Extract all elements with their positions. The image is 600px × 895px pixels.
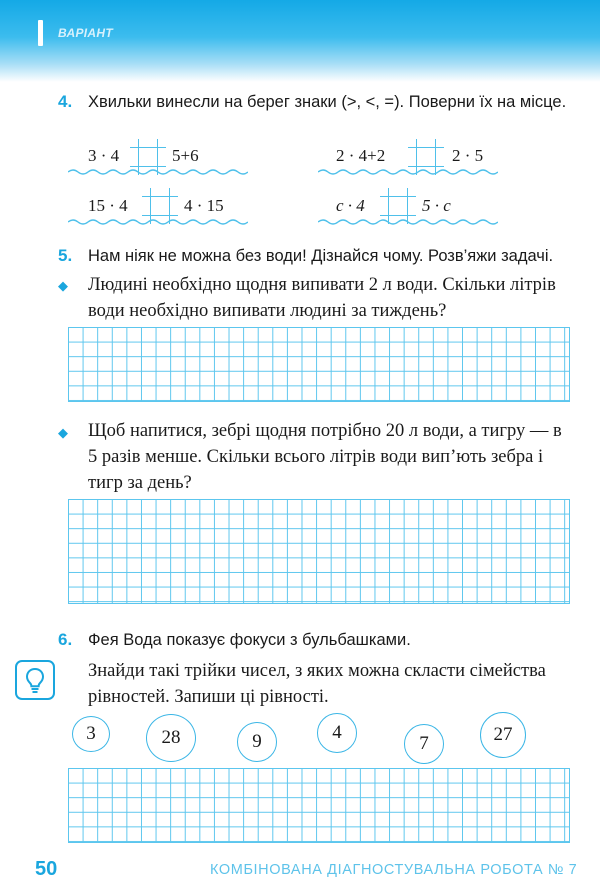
wave-icon [68,168,248,176]
page-header [0,0,600,82]
sign-box[interactable] [384,192,412,220]
expr-right: 5 · c [422,196,451,215]
expr-left: 3 · 4 [88,146,120,165]
sign-box[interactable] [412,143,440,171]
task6-instruction: Знайди такі трійки чисел, з яких можна скласти сімейства рівностей. Запиши ці рівності. [88,661,546,707]
answer-grid[interactable] [68,499,570,604]
problem2-text: Щоб напитися, зебрі щодня потрібно 20 л води, а тигру — в 5 разів менше. Скільки всього літрів води вип’ють зебра і тигр за день? [88,421,562,493]
diamond-bullet-icon: ◆ [58,425,68,440]
variant-label: ВАРІАНТ [58,26,113,40]
problem1-text: Людині необхідно щодня випивати 2 л води. Скільки літрів води необхідно випивати людині за тиждень? [88,275,556,321]
task5-text: Нам ніяк не можна без води! Дізнайся чому. Розв’яжи задачі. [88,247,554,265]
expr-left: 2 · 4+2 [336,146,386,165]
lightbulb-icon [15,660,55,700]
bubble: 9 [237,722,277,762]
bubble: 27 [480,712,526,758]
expr-left: 15 · 4 [88,196,128,215]
wave-icon [318,168,498,176]
answer-grid[interactable] [68,768,570,843]
expr-right: 4 · 15 [184,196,224,215]
diamond-bullet-icon: ◆ [58,278,68,293]
expr-right: 2 · 5 [452,146,484,165]
answer-grid[interactable] [68,327,570,402]
wave-icon [68,218,248,226]
expr-right: 5+6 [172,146,199,165]
task4-number: 4. [58,92,73,111]
header-bar [38,20,43,46]
bubble: 28 [146,714,196,762]
sign-box[interactable] [134,143,162,171]
sign-box[interactable] [146,192,174,220]
task6-text: Фея Вода показує фокуси з бульбашками. [88,631,411,649]
task6-number: 6. [58,630,73,649]
bubble: 3 [72,716,110,752]
task4-text: Хвильки винесли на берег знаки (>, <, =). Поверни їх на місце. [88,93,567,111]
bubble: 4 [317,713,357,753]
bubble: 7 [404,724,444,764]
footer-title: КОМБІНОВАНА ДІАГНОСТУВАЛЬНА РОБОТА № 7 [210,862,578,878]
page-number: 50 [35,858,58,880]
wave-icon [318,218,498,226]
expr-left: c · 4 [336,196,365,215]
task5-number: 5. [58,246,73,265]
